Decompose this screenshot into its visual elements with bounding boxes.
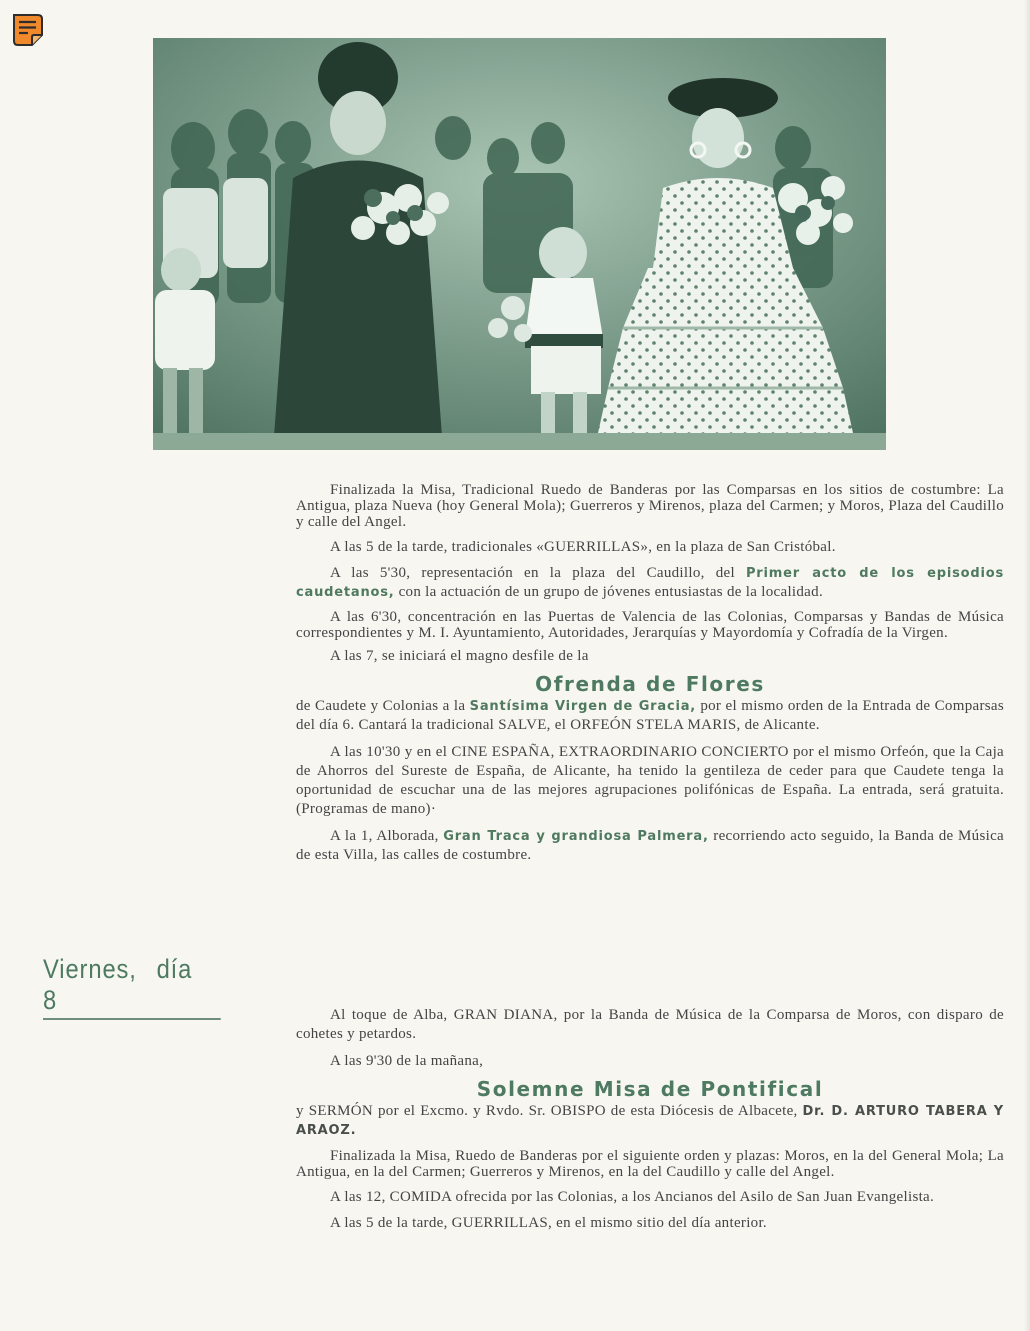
paragraph-misa-hora: A las 9'30 de la mañana, xyxy=(330,1053,484,1069)
paragraph-diana: Al toque de Alba, GRAN DIANA, por la Banda de Música de la Comparsa de Moros, con disparo de cohetes y petardos. xyxy=(296,1007,1004,1042)
page-edge-shadow xyxy=(1024,0,1030,1331)
primer-acto-bold: Primer acto de los episodios caudetanos, xyxy=(296,566,1004,600)
paragraph-primer-acto: A las 5'30, representación en la plaza del Caudillo, del Primer acto de los episodios caudetanos, con la actuación de un grupo de jóvenes entusiastas de la localidad. xyxy=(296,565,1004,600)
paragraph-guerrillas: A las 5 de la tarde, tradicionales «GUERRILLAS», en la plaza de San Cristóbal. xyxy=(330,539,836,555)
obispo-name-bold: Dr. D. ARTURO TABERA Y ARAOZ. xyxy=(296,1104,1004,1138)
heading-ofrenda-flores: Ofrenda de Flores xyxy=(535,672,765,696)
section-thursday-text xyxy=(296,482,1004,865)
paragraph-virgen-gracia: de Caudete y Colonias a la Santísima Virgen de Gracia, por el mismo orden de la Entrada de Comparsas del día 6. Cantará la tradicional SALVE, el ORFEÓN STELA MARIS, de Alicante. xyxy=(296,698,1004,733)
paragraph-desfile: A las 7, se iniciará el magno desfile de la xyxy=(330,648,589,664)
heading-misa-pontifical: Solemne Misa de Pontifical xyxy=(476,1077,824,1101)
paragraph-guerrillas-viernes: A las 5 de la tarde, GUERRILLAS, en el mismo sitio del día anterior. xyxy=(330,1215,767,1231)
day-title-viernes: Viernes, día 8 xyxy=(43,954,221,1020)
paragraph-concierto: A las 10'30 y en el CINE ESPAÑA, EXTRAORDINARIO CONCIERTO por el mismo Orfeón, que la Caja de Ahorros del Sureste de España, de Alicante, ha tenido la gentileza de ceder para que Caudete tenga la oportunidad de escuchar una de las mejores agrupaciones polifónicas de España. La entrada, será gratuita. (Programas de mano)· xyxy=(296,744,1004,817)
document-icon[interactable] xyxy=(12,13,44,47)
procession-photograph xyxy=(153,38,886,450)
paragraph-alborada: A la 1, Alborada, Gran Traca y grandiosa Palmera, recorriendo acto seguido, la Banda de Música de esta Villa, las calles de costumbre. xyxy=(296,828,1005,863)
section-friday-text xyxy=(296,1006,1004,1233)
virgen-gracia-bold: Santísima Virgen de Gracia, xyxy=(469,699,697,714)
paragraph-sermon: y SERMÓN por el Excmo. y Rvdo. Sr. OBISPO de esta Diócesis de Albacete, Dr. D. ARTURO TABERA Y ARAOZ. xyxy=(296,1103,1004,1138)
paragraph-comida: A las 12, COMIDA ofrecida por las Colonias, a los Ancianos del Asilo de San Juan Evangelista. xyxy=(330,1189,935,1205)
paragraph-concentracion: A las 6'30, concentración en las Puertas de Valencia de las Colonias, Comparsas y Bandas de Música correspondientes y M. I. Ayuntamiento, Autoridades, Jerarquías y Mayordomía y Cofradía de la Virgen. xyxy=(296,609,1004,641)
gran-traca-bold: Gran Traca y grandiosa Palmera, xyxy=(443,829,709,844)
paragraph-ruedo-plazas: Finalizada la Misa, Ruedo de Banderas por el siguiente orden y plazas: Moros, en la del General Mola; La Antigua, en la del Carmen; Guerreros y Mirenos, en la del Caudillo y calle del Angel. xyxy=(296,1148,1004,1180)
paragraph-ruedo-banderas: Finalizada la Misa, Tradicional Ruedo de Banderas por las Comparsas en los sitios de costumbre: La Antigua, plaza Nueva (hoy General Mola); Guerreros y Mirenos, plaza del Carmen; y Moros, Plaza del Caudillo y calle del Angel. xyxy=(296,482,1004,530)
